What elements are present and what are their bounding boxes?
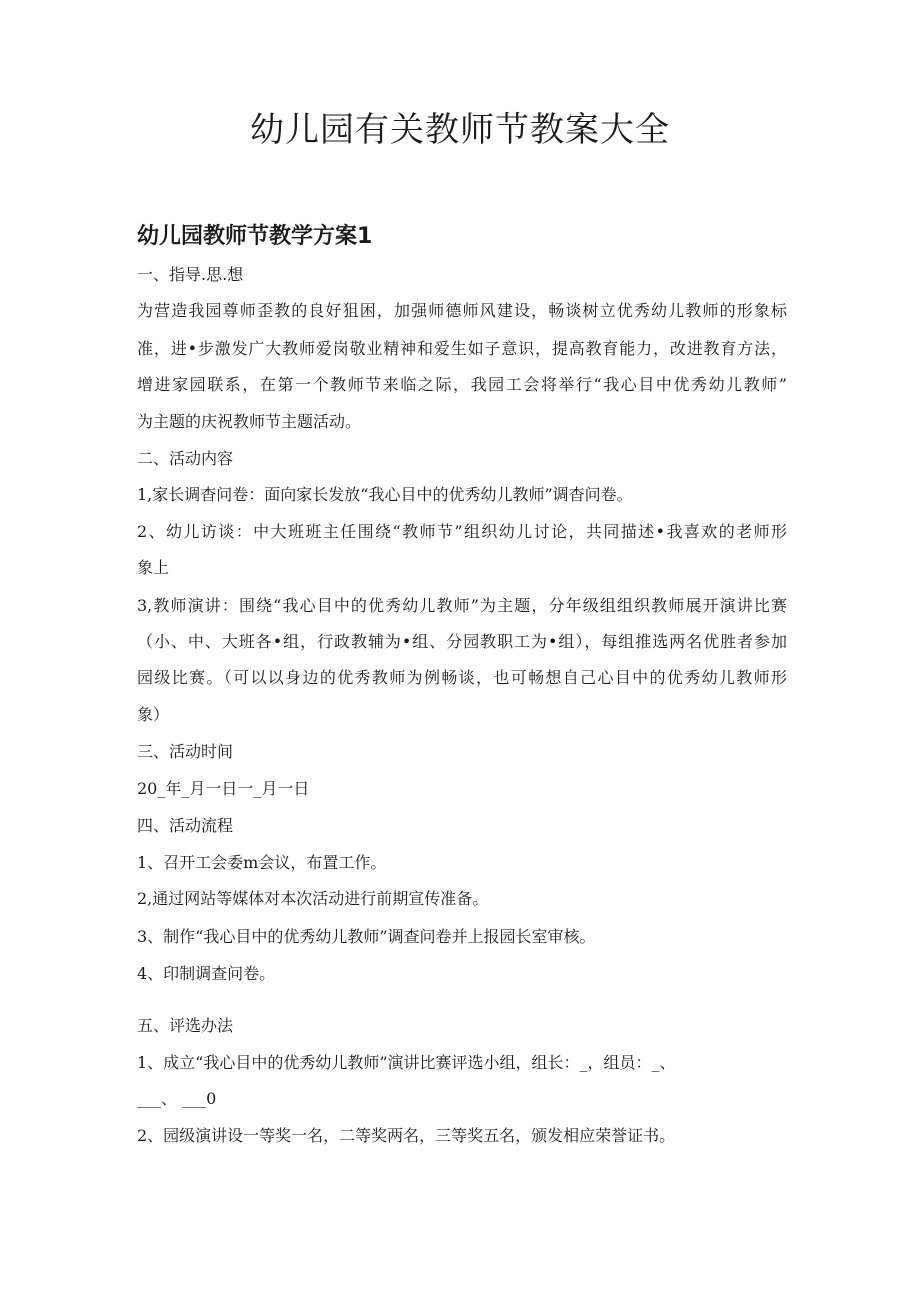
list-item: 2、园级演讲设一等奖一名，二等奖两名，三等奖五名，颁发相应荣誉证书。 [137, 1126, 676, 1145]
list-item: 2、幼儿访谈：中大班班主任围绕“教师节”组织幼儿讨论，共同描述•我喜欢的老师形 [137, 522, 787, 541]
section-heading: 幼儿园教师节教学方案1 [137, 224, 373, 249]
paragraph-line: 增进家园联系，在第一个教师节来临之际，我园工会将举行“我心目中优秀幼儿教师” [137, 375, 787, 394]
document-title: 幼儿园有关教师节教案大全 [250, 110, 670, 150]
list-item-continued: 象上 [137, 558, 170, 577]
paragraph-line: 准，进•步激发广大教师爱岗敬业精神和爱生如子意识，提高教育能力，改进教育方法， [137, 339, 787, 358]
paragraph-line: 为营造我园尊师歪教的良好狙困，加强师德师风建设，畅谈树立优秀幼儿教师的形象标 [137, 301, 787, 320]
list-item-continued: 象） [137, 705, 170, 724]
list-item-continued: 园级比赛。（可以以身边的优秀教师为例畅谈，也可畅想自己心目中的优秀幼儿教师形 [137, 668, 787, 687]
list-item: 3,教师演讲：围绕“我心目中的优秀幼儿教师”为主题，分年级组组织教师展开演讲比赛 [137, 596, 787, 615]
list-item-continued: ___、 ___0 [137, 1089, 217, 1108]
heading-activity-time: 三、活动时间 [137, 742, 234, 761]
list-item: 1,家长调杳问卷：面向家长发放“我心目中的优秀幼儿教师”调杳问卷。 [137, 485, 633, 504]
heading-activity-process: 四、活动流程 [137, 816, 234, 835]
list-item-continued: （小、中、大班各•组，行政教辅为•组、分园教职工为•组），每组推选两名优胜者参加 [137, 632, 787, 651]
heading-activity-content: 二、活动内容 [137, 449, 234, 468]
activity-date: 20_年_月一日一_月一日 [137, 779, 310, 798]
list-item: 4、印制调查问卷。 [137, 964, 276, 983]
list-item: 1、成立“我心目中的优秀幼儿教师”演讲比赛评选小组，组长：_，组员：_、 [137, 1053, 676, 1072]
list-item: 1、召开工会委m会议，布置工作。 [137, 853, 387, 872]
list-item: 2,通过网站等媒体对本次活动进行前期宣传准备。 [137, 889, 489, 908]
paragraph-line: 为主题的庆祝教师节主题活动。 [137, 412, 362, 431]
list-item: 3、制作“我心目中的优秀幼儿教师”调查问卷并上报园长室审核。 [137, 927, 596, 946]
heading-guiding-thought: 一、指导.思.想 [137, 265, 244, 284]
heading-selection-method: 五、评选办法 [137, 1016, 234, 1035]
